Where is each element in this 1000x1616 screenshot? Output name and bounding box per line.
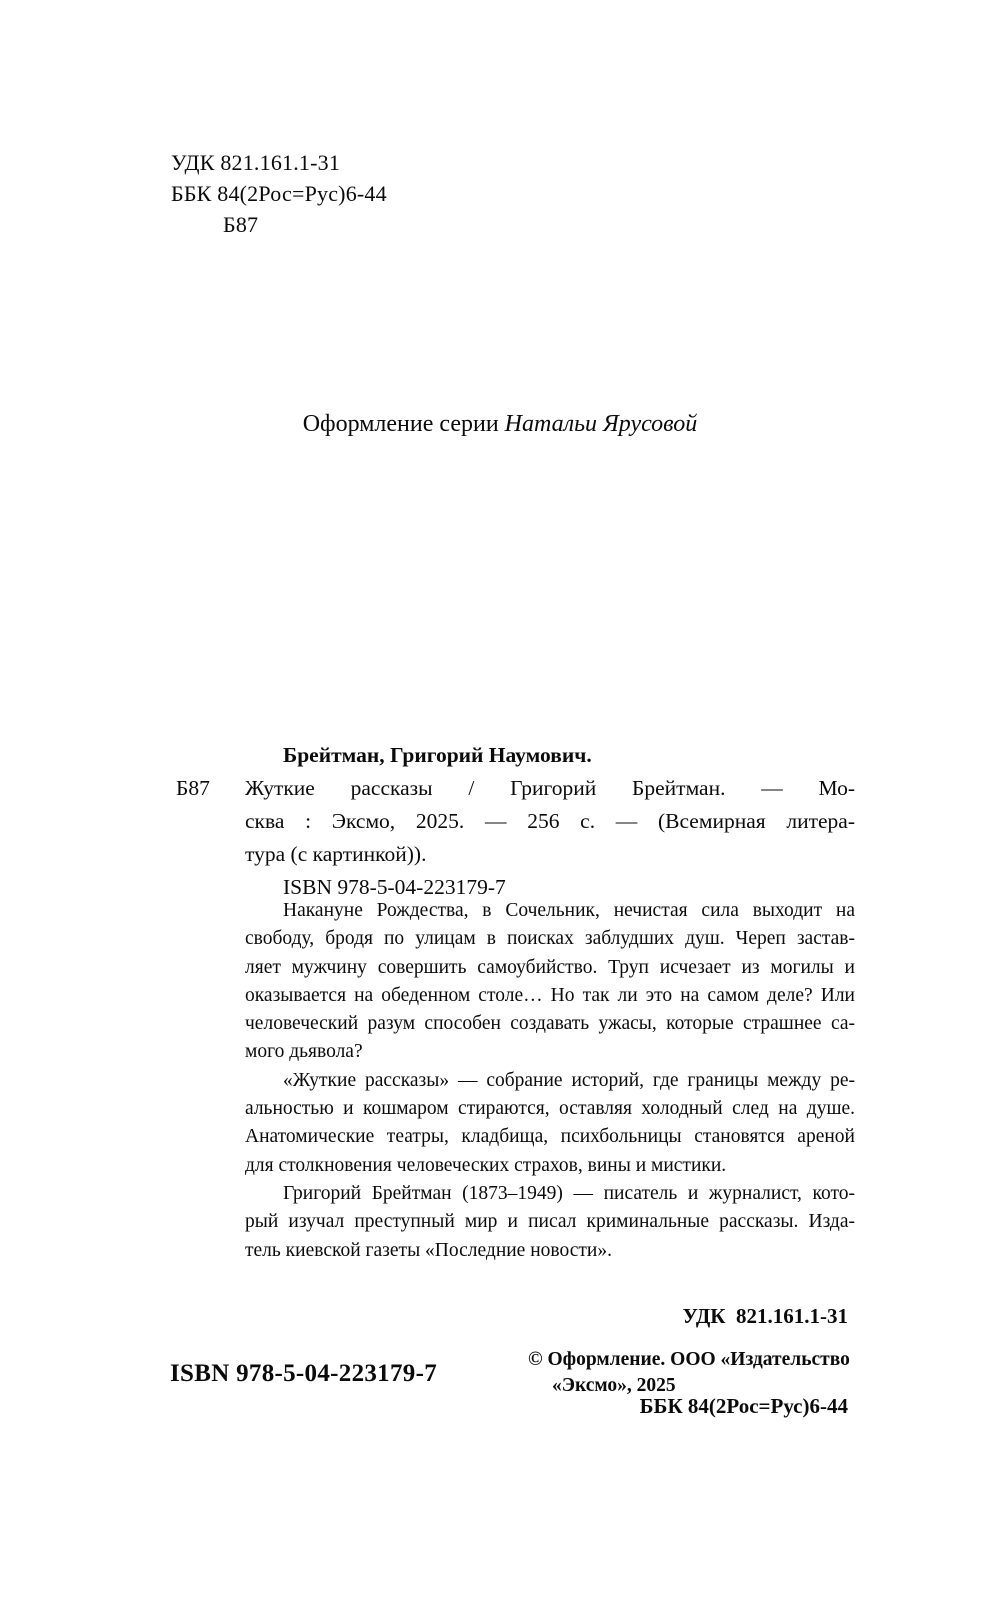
catalog-code: Б87 <box>176 776 210 800</box>
copyright-line-2: «Эксмо», 2025 <box>552 1375 676 1396</box>
series-designer-name: Натальи Ярусовой <box>504 411 698 437</box>
annotation-line: «Жуткие рассказы» — собрание историй, где границы между ре- <box>283 1069 855 1091</box>
annotation-line: Анатомические театры, кладбища, психбольницы становятся ареной <box>245 1126 855 1148</box>
catalog-isbn-line: ISBN 978-5-04-223179-7 <box>283 875 506 899</box>
udk-line: УДК 821.161.1-31 <box>171 150 341 175</box>
annotation-line: свободу, бродя по улицам в поисках заблудших душ. Череп застав- <box>245 928 855 950</box>
catalog-series-line: тура (с картинкой)). <box>245 842 427 866</box>
copyright-line-1: © Оформление. ООО «Издательство <box>528 1349 850 1370</box>
annotation-line: рый изучал преступный мир и писал криминальные рассказы. Изда- <box>245 1211 855 1233</box>
footer-isbn: ISBN 978-5-04-223179-7 <box>170 1360 438 1387</box>
copyright-notice <box>528 1347 850 1399</box>
catalog-title-line: Жуткие рассказы / Григорий Брейтман. — Мо- <box>245 776 855 800</box>
annotation-line: оказывается на обеденном столе… Но так ли это на самом деле? Или <box>245 984 855 1006</box>
bottom-udk-line: УДК 821.161.1-31 <box>682 1304 848 1328</box>
annotation-line: человеческий разум способен создавать ужасы, которые страшнее са- <box>245 1013 855 1035</box>
catalog-author-line: Брейтман, Григорий Наумович. <box>283 743 592 767</box>
series-design-credit <box>0 411 1000 438</box>
catalog-entry-body <box>245 739 855 904</box>
classification-block <box>171 147 387 240</box>
annotation-line: тель киевской газеты «Последние новости». <box>245 1239 612 1261</box>
annotation-line: мого дьявола? <box>245 1041 363 1063</box>
catalog-entry <box>176 739 855 904</box>
annotation-block <box>245 897 855 1265</box>
catalog-imprint-line: сква : Эксмо, 2025. — 256 с. — (Всемирная литера- <box>245 809 855 833</box>
series-credit-prefix: Оформление серии <box>302 411 505 437</box>
bbk-line: ББК 84(2Рос=Рус)6-44 <box>171 181 387 206</box>
bottom-bbk-line: ББК 84(2Рос=Рус)6-44 <box>639 1394 848 1418</box>
annotation-line: для столкновения человеческих страхов, вины и мистики. <box>245 1154 727 1176</box>
author-sign: Б87 <box>223 212 259 237</box>
annotation-line: альностью и кошмаром стираются, оставляя холодный след на душе. <box>245 1098 855 1120</box>
annotation-line: Григорий Брейтман (1873–1949) — писатель и журналист, кото- <box>283 1182 855 1204</box>
annotation-line: ляет мужчину совершить самоубийство. Труп исчезает из могилы и <box>245 956 855 978</box>
annotation-line: Накануне Рождества, в Сочельник, нечистая сила выходит на <box>283 900 855 921</box>
